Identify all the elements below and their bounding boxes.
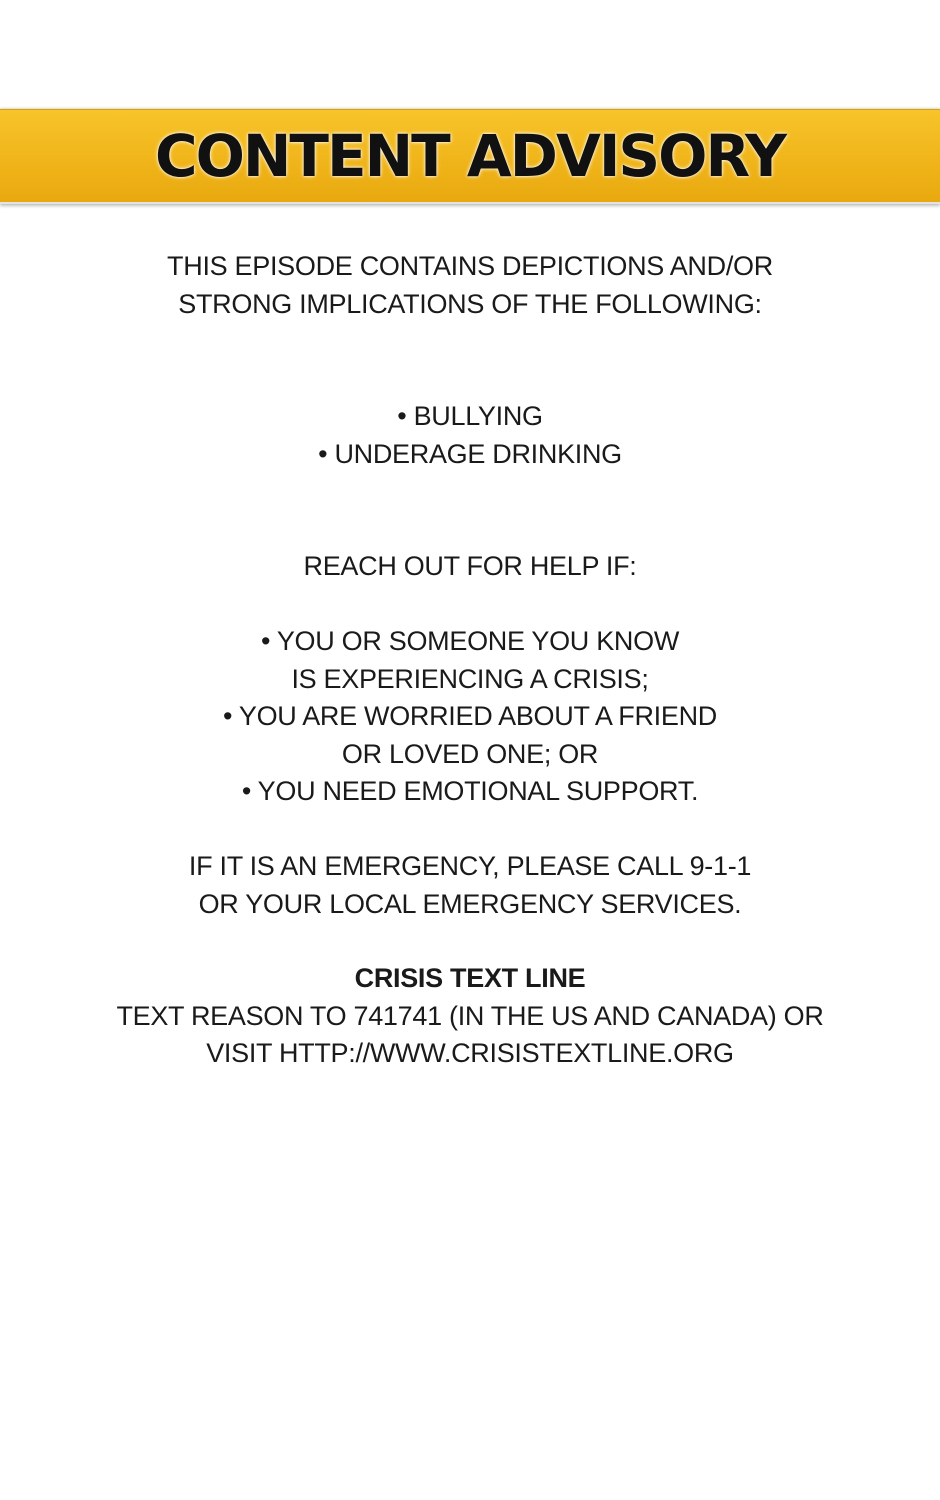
help-heading-text: REACH OUT FOR HELP IF: xyxy=(303,551,637,581)
emergency-line: IF IT IS AN EMERGENCY, PLEASE CALL 9-1-1 xyxy=(188,851,752,881)
advisory-title: CONTENT ADVISORY xyxy=(155,122,785,190)
crisis-text-line xyxy=(0,960,940,1073)
emergency-line: OR YOUR LOCAL EMERGENCY SERVICES. xyxy=(198,888,742,919)
crisis-line-title: CRISIS TEXT LINE xyxy=(354,963,586,993)
help-line: IS EXPERIENCING A CRISIS; xyxy=(291,663,649,694)
help-line: • YOU NEED EMOTIONAL SUPPORT. xyxy=(241,776,699,806)
help-line: • YOU OR SOMEONE YOU KNOW xyxy=(260,626,679,656)
help-line: • YOU ARE WORRIED ABOUT A FRIEND xyxy=(223,701,717,731)
topic-item-bullying: • BULLYING xyxy=(397,401,543,431)
help-line: OR LOVED ONE; OR xyxy=(341,738,599,769)
intro-line: THIS EPISODE CONTAINS DEPICTIONS AND/OR xyxy=(167,251,773,281)
crisis-line-instruction: TEXT REASON TO 741741 (IN THE US AND CANADA) OR xyxy=(116,1000,824,1031)
emergency-notice xyxy=(0,848,940,923)
crisis-line-url: VISIT HTTP://WWW.CRISISTEXTLINE.ORG xyxy=(206,1038,734,1068)
help-conditions xyxy=(0,623,940,811)
topic-item-underage-drinking: • UNDERAGE DRINKING xyxy=(318,438,622,469)
intro-line: STRONG IMPLICATIONS OF THE FOLLOWING: xyxy=(178,288,762,319)
topic-list xyxy=(0,398,940,473)
intro-text xyxy=(0,248,940,323)
advisory-banner xyxy=(0,109,940,204)
help-heading xyxy=(0,548,940,586)
